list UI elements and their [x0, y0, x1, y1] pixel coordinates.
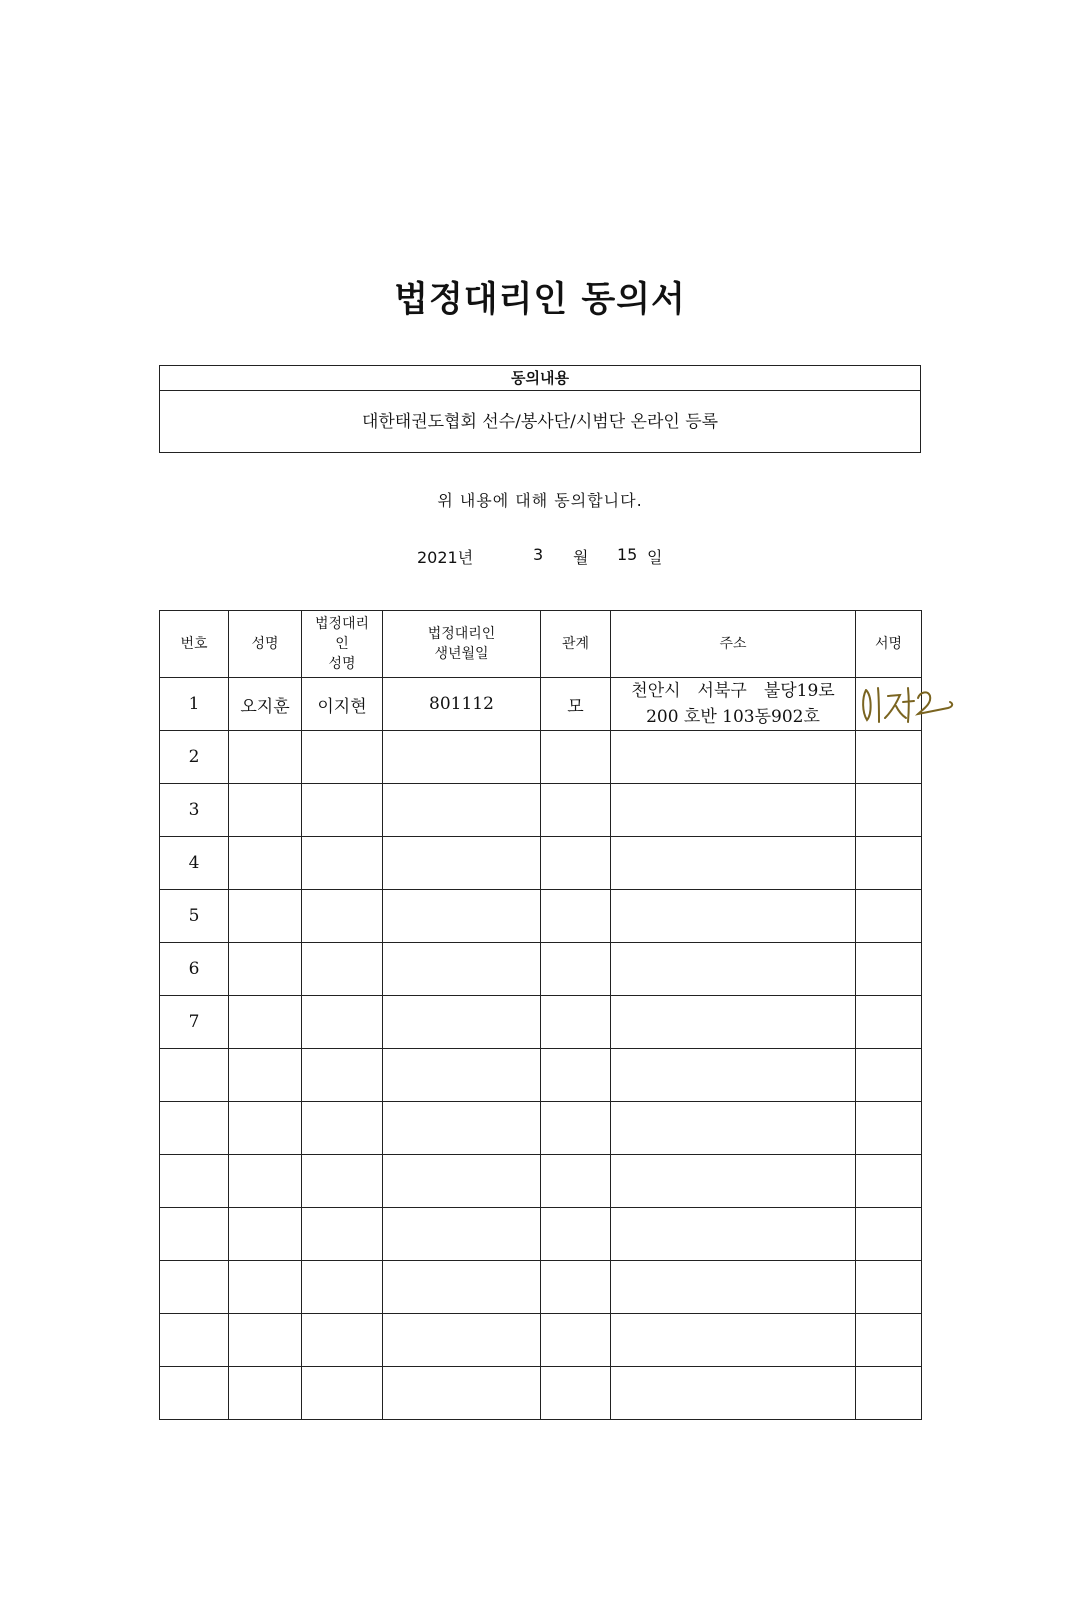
- cell-guardian-name: [302, 731, 383, 784]
- cell-name: [229, 731, 302, 784]
- consent-box: [159, 365, 921, 453]
- cell-relation: [541, 1367, 611, 1420]
- date-day-label: 일: [647, 548, 663, 567]
- cell-relation: [541, 1102, 611, 1155]
- cell-guardian-birth: [383, 1367, 541, 1420]
- table-row: [160, 943, 922, 996]
- table-row: [160, 1208, 922, 1261]
- cell-no: [160, 1314, 229, 1367]
- col-header-name: 성명: [229, 611, 302, 678]
- cell-guardian-name: [302, 1208, 383, 1261]
- cell-address: [611, 1102, 856, 1155]
- cell-signature: [856, 678, 922, 731]
- cell-guardian-birth: [383, 1049, 541, 1102]
- cell-relation: [541, 943, 611, 996]
- cell-address: [611, 1208, 856, 1261]
- agree-statement: 위 내용에 대해 동의합니다.: [437, 491, 643, 510]
- cell-signature: [856, 1314, 922, 1367]
- cell-no: 7: [160, 996, 229, 1049]
- consent-header: 동의내용: [160, 366, 920, 391]
- cell-relation: [541, 1155, 611, 1208]
- cell-relation: [541, 1049, 611, 1102]
- cell-no: 6: [160, 943, 229, 996]
- cell-guardian-name: [302, 1155, 383, 1208]
- cell-name: [229, 1367, 302, 1420]
- table-row: [160, 678, 922, 731]
- cell-signature: [856, 1261, 922, 1314]
- cell-signature: [856, 890, 922, 943]
- cell-guardian-name: [302, 1367, 383, 1420]
- cell-address: [611, 1314, 856, 1367]
- col-header-no: 번호: [160, 611, 229, 678]
- cell-guardian-name: [302, 1261, 383, 1314]
- address-line: 천안시 서북구 불당19로: [631, 681, 835, 701]
- cell-guardian-name: [302, 837, 383, 890]
- cell-no: [160, 1102, 229, 1155]
- cell-signature: [856, 837, 922, 890]
- consent-body: 대한태권도협회 선수/봉사단/시범단 온라인 등록: [361, 412, 719, 432]
- cell-guardian-name: [302, 996, 383, 1049]
- cell-signature: [856, 1049, 922, 1102]
- cell-relation: [541, 837, 611, 890]
- cell-address: [611, 731, 856, 784]
- cell-relation: [541, 890, 611, 943]
- table-row: [160, 996, 922, 1049]
- cell-address: [611, 890, 856, 943]
- cell-name: [229, 1049, 302, 1102]
- page-title: 법정대리인 동의서: [394, 280, 686, 320]
- table-row: [160, 1367, 922, 1420]
- cell-guardian-name: [302, 1102, 383, 1155]
- cell-no: [160, 1155, 229, 1208]
- table-row: [160, 1102, 922, 1155]
- cell-no: [160, 1367, 229, 1420]
- cell-address: [611, 996, 856, 1049]
- cell-signature: [856, 1155, 922, 1208]
- cell-guardian-name: [302, 890, 383, 943]
- cell-relation: [541, 731, 611, 784]
- cell-signature: [856, 1102, 922, 1155]
- cell-relation: [541, 784, 611, 837]
- col-header-signature: 서명: [856, 611, 922, 678]
- cell-no: 3: [160, 784, 229, 837]
- cell-guardian-birth: [383, 1208, 541, 1261]
- cell-guardian-name: [302, 1314, 383, 1367]
- cell-name: [229, 1155, 302, 1208]
- cell-no: [160, 1261, 229, 1314]
- cell-address: [611, 784, 856, 837]
- cell-name: [229, 1208, 302, 1261]
- cell-guardian-birth: [383, 943, 541, 996]
- date-month: 3: [533, 545, 544, 564]
- cell-signature: [856, 1367, 922, 1420]
- cell-relation: [541, 1208, 611, 1261]
- cell-address: [611, 1049, 856, 1102]
- table-row: [160, 1261, 922, 1314]
- cell-guardian-birth: 801112: [383, 678, 541, 731]
- cell-name: [229, 1261, 302, 1314]
- col-header-guardian-birth: 법정대리인 생년월일: [383, 611, 541, 678]
- date-line: [0, 545, 1080, 569]
- cell-guardian-birth: [383, 1155, 541, 1208]
- col-header-relation: 관계: [541, 611, 611, 678]
- cell-name: [229, 890, 302, 943]
- col-header-address: 주소: [611, 611, 856, 678]
- cell-guardian-birth: [383, 890, 541, 943]
- date-month-label: 월: [573, 548, 589, 567]
- table-row: [160, 784, 922, 837]
- table-row: [160, 1049, 922, 1102]
- table-row: [160, 837, 922, 890]
- cell-guardian-birth: [383, 1102, 541, 1155]
- cell-guardian-birth: [383, 784, 541, 837]
- table-header-row: [160, 611, 922, 678]
- cell-no: [160, 1049, 229, 1102]
- cell-signature: [856, 731, 922, 784]
- cell-guardian-birth: [383, 1314, 541, 1367]
- cell-signature: [856, 943, 922, 996]
- cell-signature: [856, 1208, 922, 1261]
- cell-guardian-birth: [383, 731, 541, 784]
- handwritten-signature: [858, 680, 958, 726]
- cell-no: [160, 1208, 229, 1261]
- cell-guardian-name: [302, 1049, 383, 1102]
- cell-guardian-name: 이지현: [302, 678, 383, 731]
- col-header-guardian-name: 법정대리 인 성명: [302, 611, 383, 678]
- cell-guardian-birth: [383, 996, 541, 1049]
- date-year: 2021년: [417, 548, 474, 567]
- cell-guardian-birth: [383, 1261, 541, 1314]
- address-line: 200 호반 103동902호: [646, 707, 820, 727]
- cell-name: [229, 784, 302, 837]
- table-row: [160, 1155, 922, 1208]
- guardian-table: [159, 610, 922, 1420]
- cell-no: 4: [160, 837, 229, 890]
- cell-guardian-birth: [383, 837, 541, 890]
- cell-name: [229, 943, 302, 996]
- cell-signature: [856, 784, 922, 837]
- cell-name: 오지훈: [229, 678, 302, 731]
- cell-name: [229, 1314, 302, 1367]
- cell-relation: 모: [541, 678, 611, 731]
- table-row: [160, 731, 922, 784]
- cell-relation: [541, 1261, 611, 1314]
- cell-address: [611, 837, 856, 890]
- cell-relation: [541, 996, 611, 1049]
- cell-guardian-name: [302, 784, 383, 837]
- table-row: [160, 1314, 922, 1367]
- cell-address: [611, 943, 856, 996]
- cell-name: [229, 1102, 302, 1155]
- cell-signature: [856, 996, 922, 1049]
- date-day: 15: [617, 545, 638, 564]
- cell-relation: [541, 1314, 611, 1367]
- cell-name: [229, 837, 302, 890]
- cell-no: 5: [160, 890, 229, 943]
- table-row: [160, 890, 922, 943]
- cell-address: [611, 1155, 856, 1208]
- cell-no: 2: [160, 731, 229, 784]
- cell-address: [611, 678, 856, 731]
- cell-address: [611, 1367, 856, 1420]
- cell-guardian-name: [302, 943, 383, 996]
- cell-name: [229, 996, 302, 1049]
- cell-no: 1: [160, 678, 229, 731]
- cell-address: [611, 1261, 856, 1314]
